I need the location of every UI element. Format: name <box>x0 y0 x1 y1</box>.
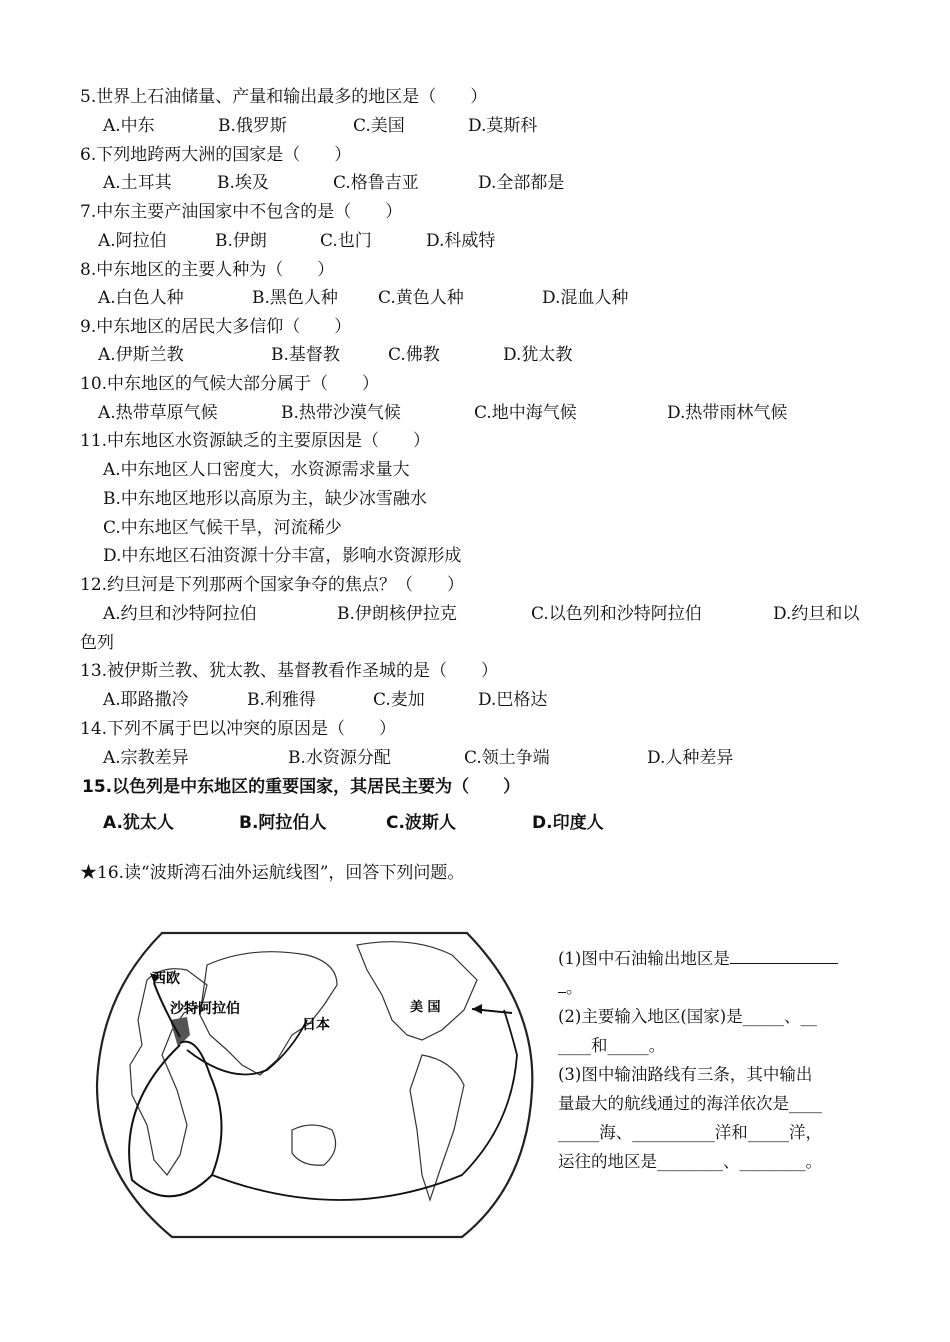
option-b: B.俄罗斯 <box>218 116 287 136</box>
option-d: D.莫斯科 <box>468 116 538 136</box>
option-c: C.也门 <box>320 231 372 251</box>
question-15-stem: 15.以色列是中东地区的重要国家，其居民主要为（ ） <box>82 777 521 797</box>
question-9-stem: 9.中东地区的居民大多信仰（ ） <box>80 317 352 337</box>
option-a: A.犹太人 <box>103 813 174 833</box>
question-7-stem: 7.中东主要产油国家中不包含的是（ ） <box>80 202 403 222</box>
q16-sub-2-line1: (2)主要输入地区(国家)是_____、__ <box>558 1007 817 1026</box>
question-14-stem: 14.下列不属于巴以冲突的原因是（ ） <box>80 719 397 739</box>
option-d: D.热带雨林气候 <box>667 403 788 423</box>
option-c: C.黄色人种 <box>378 288 464 308</box>
question-16-stem: ★16.读“波斯湾石油外运航线图”，回答下列问题。 <box>80 863 465 883</box>
option-a: A.中东地区人口密度大，水资源需求量大 <box>103 460 410 480</box>
option-c: C.以色列和沙特阿拉伯 <box>531 604 702 624</box>
option-b: B.埃及 <box>217 173 269 193</box>
question-13-stem: 13.被伊斯兰教、犹太教、基督教看作圣城的是（ ） <box>80 661 499 681</box>
q16-sub-3-line2: 量最大的航线通过的海洋依次是____ <box>558 1094 822 1113</box>
q16-sub-1 <box>558 944 878 1002</box>
option-b: B.阿拉伯人 <box>239 813 327 833</box>
question-8-stem: 8.中东地区的主要人种为（ ） <box>80 260 335 280</box>
option-d-continuation: 色列 <box>80 633 114 653</box>
option-d: D.全部都是 <box>478 173 565 193</box>
option-b: B.伊朗 <box>215 231 267 251</box>
option-c: C.地中海气候 <box>474 403 577 423</box>
option-a: A.约旦和沙特阿拉伯 <box>103 604 257 624</box>
q16-sub-2 <box>558 1002 878 1060</box>
option-a: A.热带草原气候 <box>98 403 218 423</box>
label-saudi-arabia: 沙特阿拉伯 <box>170 1001 240 1017</box>
oil-route-world-map <box>92 925 537 1245</box>
option-b: B.利雅得 <box>247 690 316 710</box>
answer-blank[interactable] <box>558 974 566 993</box>
option-a: A.白色人种 <box>98 288 184 308</box>
option-b: B.中东地区地形以高原为主，缺少冰雪融水 <box>103 489 427 509</box>
option-c: C.中东地区气候干旱，河流稀少 <box>103 518 342 538</box>
option-a: A.中东 <box>103 116 155 136</box>
q16-sub-3 <box>558 1060 888 1176</box>
option-a: A.耶路撒冷 <box>103 690 189 710</box>
option-d: D.印度人 <box>532 813 604 833</box>
option-c: C.美国 <box>353 116 405 136</box>
option-a: A.伊斯兰教 <box>98 345 184 365</box>
option-b: B.伊朗核伊拉克 <box>337 604 457 624</box>
option-d: D.混血人种 <box>542 288 629 308</box>
label-japan: 日本 <box>302 1017 330 1033</box>
q16-sub-2-line2: ____和_____。 <box>558 1036 666 1055</box>
label-west-europe: 西欧 <box>152 971 180 987</box>
question-10-stem: 10.中东地区的气候大部分属于（ ） <box>80 374 380 394</box>
option-d: D.人种差异 <box>647 748 734 768</box>
q16-sub-3-line1: (3)图中输油路线有三条，其中输出 <box>558 1065 813 1084</box>
option-a: A.阿拉伯 <box>98 231 167 251</box>
option-b: B.水资源分配 <box>288 748 391 768</box>
option-d: D.巴格达 <box>478 690 548 710</box>
q16-sub-1-end: 。 <box>566 978 583 997</box>
q16-sub-3-line4: 运往的地区是________、________。 <box>558 1152 822 1171</box>
option-c: C.波斯人 <box>386 813 456 833</box>
option-c: C.格鲁吉亚 <box>333 173 419 193</box>
q16-sub-3-line3: _____海、__________洋和_____洋， <box>558 1123 822 1142</box>
option-b: B.基督教 <box>271 345 340 365</box>
question-6-stem: 6.下列地跨两大洲的国家是（ ） <box>80 145 352 165</box>
option-d: D.中东地区石油资源十分丰富，影响水资源形成 <box>103 546 462 566</box>
option-d: D.犹太教 <box>503 345 573 365</box>
option-d: D.约旦和以 <box>773 604 860 624</box>
question-5-stem: 5.世界上石油储量、产量和输出最多的地区是（ ） <box>80 87 488 107</box>
option-b: B.黑色人种 <box>252 288 338 308</box>
label-usa: 美 国 <box>410 1000 441 1015</box>
option-c: C.佛教 <box>388 345 440 365</box>
option-d: D.科威特 <box>426 231 496 251</box>
question-12-stem: 12.约旦河是下列那两个国家争夺的焦点？（ ） <box>80 575 465 595</box>
option-a: A.土耳其 <box>103 173 172 193</box>
answer-blank[interactable] <box>730 945 838 964</box>
option-a: A.宗教差异 <box>103 748 189 768</box>
q16-sub-1-text: (1)图中石油输出地区是 <box>558 949 730 968</box>
option-b: B.热带沙漠气候 <box>281 403 401 423</box>
option-c: C.麦加 <box>373 690 425 710</box>
option-c: C.领土争端 <box>464 748 550 768</box>
question-11-stem: 11.中东地区水资源缺乏的主要原因是（ ） <box>80 431 431 451</box>
